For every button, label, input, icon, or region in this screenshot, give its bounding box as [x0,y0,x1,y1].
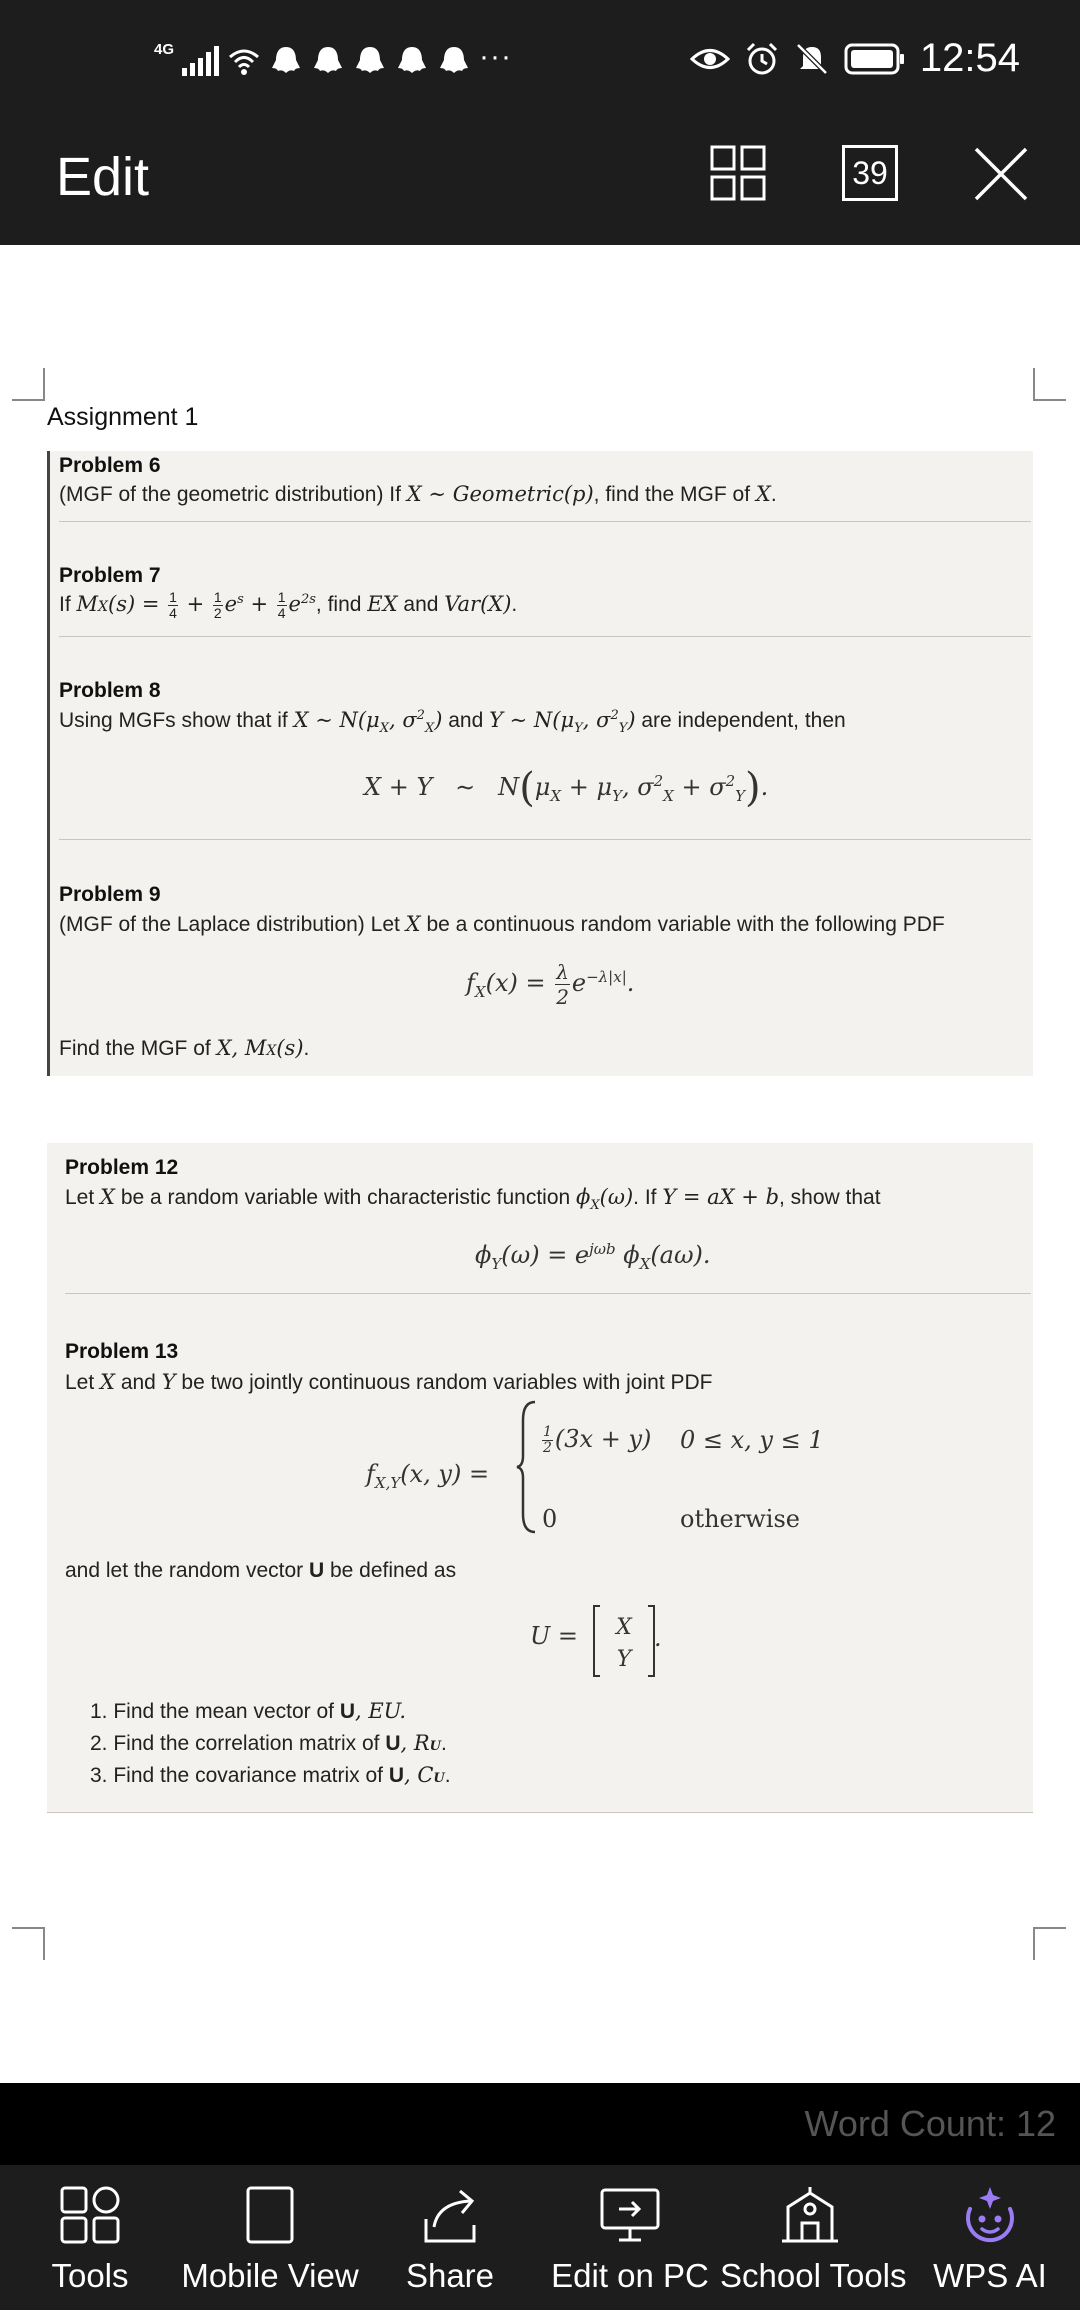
eye-icon [690,44,730,74]
word-count[interactable]: Word Count: 12 [804,2103,1056,2144]
problem-13-vector-text: and let the random vector U be defined as [65,1559,457,1582]
problem-6-heading: Problem 6 [59,454,161,477]
edit-on-pc-button[interactable] [540,2165,720,2310]
signal-icon [182,46,219,76]
problem-13-heading: Problem 13 [65,1340,179,1363]
tools-label: Tools [51,2257,129,2294]
problem-12-formula: $\phi_Y(\omega) = e^{j\omega b}$ $\phi_X(a\omega)$. [475,1240,711,1273]
problem-8-text: Using MGFs show that if X ∼ $N(\mu_X$, $\sigma^2_X$) and Y ∼ $N(\mu_Y$, $\sigma^2_Y$) are independent, then [59,708,846,737]
problem-9-find: Find the MGF of X, MX(s). [59,1036,310,1060]
page-corner-mark [12,1926,46,1960]
separator [59,839,1031,840]
page-corner-mark [1032,368,1066,402]
document-title[interactable]: Assignment 1 [47,403,199,431]
tools-button[interactable] [0,2165,180,2310]
problem-13-pdf-lhs: $f_{X,Y}(x$, y) = [366,1460,490,1492]
problem-13-text: Let X and Y be two jointly continuous random variables with joint PDF [65,1370,713,1394]
svg-text:X: X [616,1615,632,1640]
problem-9-text: (MGF of the Laplace distribution) Let X be a continuous random variable with the following PDF [59,912,945,936]
separator [47,1812,1033,1813]
problem-12-text: Let X be a random variable with characteristic function $\phi_X(\omega)$. If Y = aX + b, show that [65,1185,881,1214]
mute-icon [794,41,830,77]
word-count-bar [0,2083,1080,2165]
piecewise-case-1-condition: 0 ≤ x, y ≤ 1 [680,1426,824,1454]
close-icon[interactable] [972,145,1030,203]
alarm-icon [744,41,780,77]
battery-icon [844,42,906,76]
wps-ai-button[interactable] [900,2165,1080,2310]
school-tools-label: School Tools [720,2257,907,2294]
share-label: Share [405,2257,495,2294]
grid-icon[interactable] [710,145,766,201]
problem-6-text: (MGF of the geometric distribution) If X ∼ Geometric(p), find the MGF of X. [59,482,777,506]
task-1: 1. Find the mean vector of U, EU. [90,1699,407,1723]
ghost-icon [395,44,429,78]
piecewise-brace [515,1400,539,1534]
top-bar [0,0,1080,245]
piecewise-case-2-value: 0 [542,1505,558,1533]
mobile-view-button[interactable] [180,2165,360,2310]
problem-8-heading: Problem 8 [59,679,161,702]
wps-ai-label: WPS AI [933,2257,1047,2294]
vector-u-lhs: U = [530,1622,578,1650]
wps-ai-icon [960,2185,1020,2245]
problem-8-formula: X + Y ∼ $N(\mu_X + \mu_Y$, $\sigma^2_X + \sigma^2_Y$). [364,765,769,811]
svg-text:Y: Y [616,1647,632,1672]
share-icon [420,2185,480,2245]
edit-title: Edit [56,147,150,207]
vector-period: . [654,1624,662,1652]
school-icon [780,2185,840,2245]
task-2: 2. Find the correlation matrix of U, RU. [90,1731,447,1755]
mobile-view-icon [245,2185,295,2245]
task-3: 3. Find the covariance matrix of U, CU. [90,1763,451,1787]
ghost-icon [311,44,345,78]
problem-7-heading: Problem 7 [59,564,161,587]
page-count-icon[interactable]: 39 [842,145,898,201]
share-button[interactable] [360,2165,540,2310]
vector-brackets [592,1604,656,1678]
page-corner-mark [1032,1926,1066,1960]
mobile-view-label: Mobile View [181,2257,359,2294]
ghost-icon [353,44,387,78]
bottom-toolbar [0,2165,1080,2310]
problem-9-formula: $f_X(x)$ = $\frac{\lambda}{2}$ $e^{-\lambda|x|}$. [466,960,635,1009]
status-bar [0,30,1080,94]
problem-7-text: If MX(s) = $\frac{1}{4}$ + $\frac{1}{2}$ $e^s$ + $\frac{1}{4}$ $e^{2s}$, find EX and Var(X). [59,589,518,621]
ghost-icon [269,44,303,78]
piecewise-case-2-condition: otherwise [680,1505,800,1533]
problem-9-heading: Problem 9 [59,883,161,906]
edit-on-pc-label: Edit on PC [551,2257,709,2294]
clock: 12:54 [919,36,1020,80]
network-type: 4G [154,40,175,58]
ghost-icon [437,44,471,78]
piecewise-case-1-value: $\frac{1}{2}$ (3x + y) [543,1424,652,1456]
more-notifications: ··· [479,40,512,73]
separator [59,521,1031,522]
school-tools-button[interactable] [720,2165,907,2310]
wifi-icon [227,44,261,78]
separator [65,1293,1031,1294]
problem-12-heading: Problem 12 [65,1156,179,1179]
page-corner-mark [12,368,46,402]
tools-icon [59,2185,121,2245]
separator [59,636,1031,637]
edit-on-pc-icon [599,2185,661,2245]
